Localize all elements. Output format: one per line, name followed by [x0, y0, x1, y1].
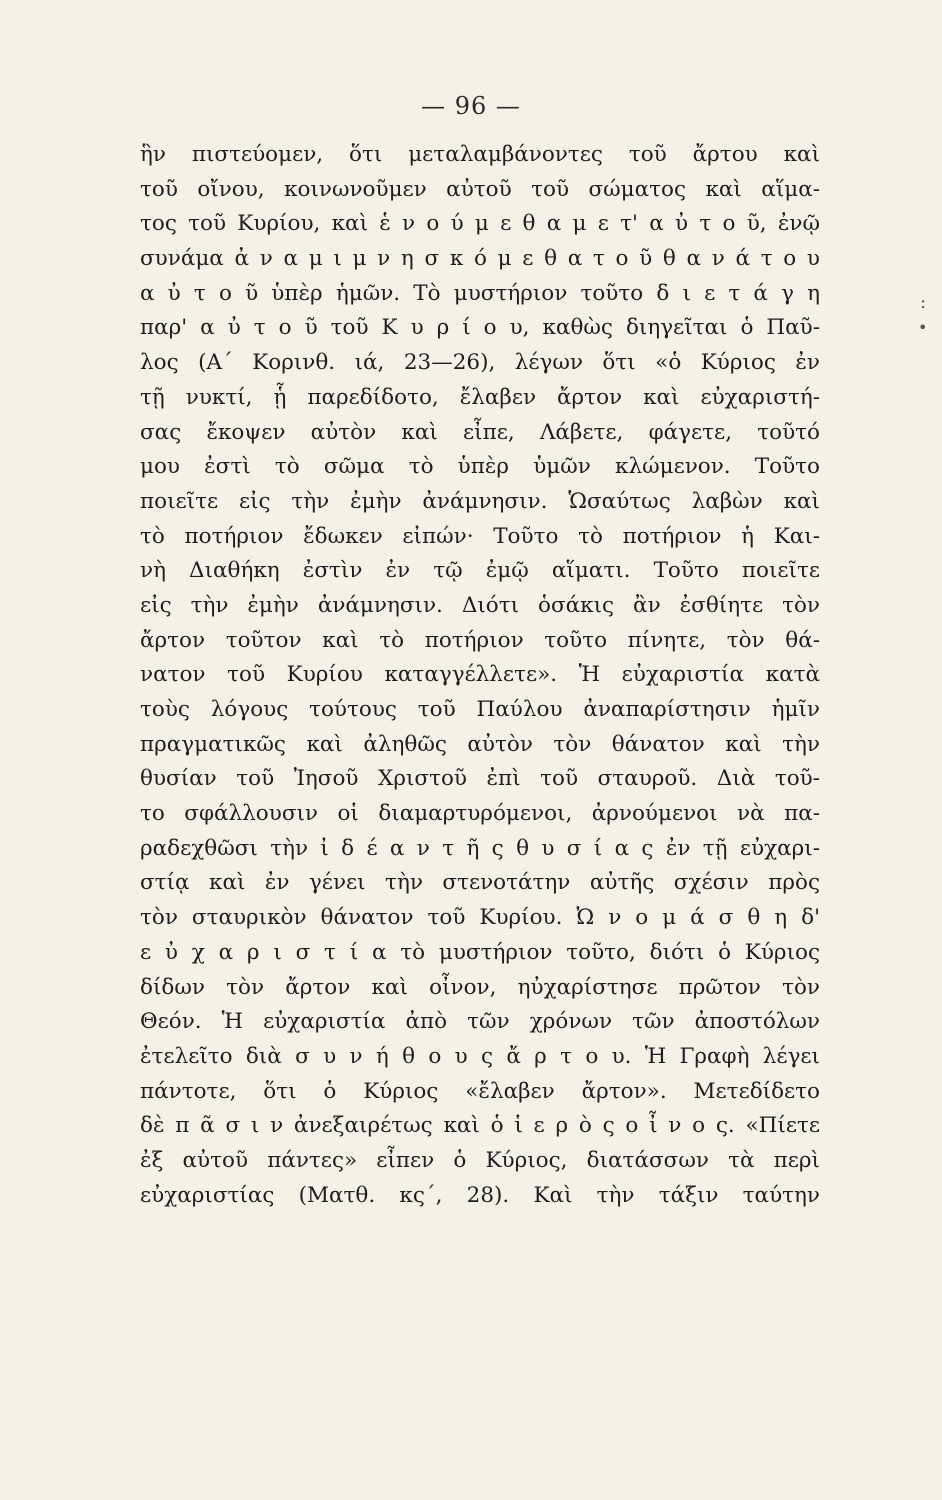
text-line: ποιεῖτε εἰς τὴν ἐμὴν ἀνάμνησιν. Ὡσαύτως λαβὼν καὶ — [140, 488, 820, 514]
text-line: Θεόν. Ἡ εὐχαριστία ἀπὸ τῶν χρόνων τῶν ἀποστόλων — [140, 1009, 820, 1035]
text-line: νὴ Διαθήκη ἐστὶν ἐν τῷ ἐμῷ αἵματι. Τοῦτο ποιεῖτε — [140, 558, 820, 584]
text-line: τῇ νυκτί, ᾗ παρεδίδοτο, ἔλαβεν ἄρτον καὶ εὐχαριστή- — [140, 384, 820, 410]
text-line: μου ἐστὶ τὸ σῶμα τὸ ὑπὲρ ὑμῶν κλώμενον. Τοῦτο — [140, 454, 820, 480]
text-line: τοῦ οἴνου, κοινωνοῦμεν αὐτοῦ τοῦ σώματος καὶ αἵμα- — [140, 176, 820, 202]
body-text — [140, 138, 820, 1213]
text-line: παρ' α ὐ τ ο ῦ τοῦ Κ υ ρ ί ο υ, καθὼς διηγεῖται ὁ Παῦ- — [140, 315, 820, 341]
text-line: σας ἔκοψεν αὐτὸν καὶ εἶπε, Λάβετε, φάγετε, τοῦτό — [140, 419, 820, 445]
margin-mark: • — [918, 318, 928, 337]
text-line: το σφάλλουσιν οἱ διαμαρτυρόμενοι, ἀρνούμενοι νὰ πα- — [140, 801, 820, 827]
text-line: τοὺς λόγους τούτους τοῦ Παύλου ἀναπαρίστησιν ἡμῖν — [140, 697, 820, 722]
text-line: λος (Α΄ Κορινθ. ιά, 23—26), λέγων ὅτι «ὁ Κύριος ἐν — [140, 350, 820, 376]
text-line: δὲ π ᾶ σ ι ν ἀνεξαιρέτως καὶ ὁ ἱ ε ρ ὸ ς ο ἶ ν ο ς. «Πίετε — [140, 1113, 820, 1139]
text-line: εἰς τὴν ἐμὴν ἀνάμνησιν. Διότι ὁσάκις ἂν ἐσθίητε τὸν — [140, 592, 820, 618]
text-line: τος τοῦ Κυρίου, καὶ ἑ ν ο ύ μ ε θ α μ ε τ' α ὐ τ ο ῦ, ἐνῷ — [140, 211, 820, 237]
text-line: τὸν σταυρικὸν θάνατον τοῦ Κυρίου. Ὠ ν ο μ ά σ θ η δ' — [140, 905, 820, 931]
text-line: εὐχαριστίας (Ματθ. κς΄, 28). Καὶ τὴν τάξιν ταύτην — [140, 1182, 820, 1208]
text-line: πάντοτε, ὅτι ὁ Κύριος «ἔλαβεν ἄρτον». Μετεδίδετο — [140, 1078, 820, 1104]
text-line: ἐξ αὐτοῦ πάντες» εἶπεν ὁ Κύριος, διατάσσων τὰ περὶ — [140, 1147, 820, 1173]
text-line: πραγματικῶς καὶ ἀληθῶς αὐτὸν τὸν θάνατον καὶ τὴν — [140, 731, 820, 757]
text-line: νατον τοῦ Κυρίου καταγγέλλετε». Ἡ εὐχαριστία κατὰ — [140, 662, 820, 688]
text-line: ἐτελεῖτο διὰ σ υ ν ή θ ο υ ς ἄ ρ τ ο υ. Ἡ Γραφὴ λέγει — [140, 1043, 820, 1069]
page-number: — 96 — — [421, 92, 521, 120]
text-line: συνάμα ἀ ν α μ ι μ ν η σ κ ό μ ε θ α τ ο ῦ θ α ν ά τ ο υ — [140, 246, 820, 272]
text-line: στίᾳ καὶ ἐν γένει τὴν στενοτάτην αὐτῆς σχέσιν πρὸς — [140, 870, 820, 896]
text-line: δίδων τὸν ἄρτον καὶ οἶνον, ηὐχαρίστησε πρῶτον τὸν — [140, 974, 820, 1000]
text-line: θυσίαν τοῦ Ἰησοῦ Χριστοῦ ἐπὶ τοῦ σταυροῦ. Διὰ τοῦ- — [140, 766, 820, 792]
margin-mark: : — [920, 292, 927, 313]
text-line: ραδεχθῶσι τὴν ἰ δ έ α ν τ ῆ ς θ υ σ ί α ς ἐν τῇ εὐχαρι- — [140, 835, 820, 861]
text-line: ἄρτον τοῦτον καὶ τὸ ποτήριον τοῦτο πίνητε, τὸν θά- — [140, 627, 820, 653]
text-line: τὸ ποτήριον ἔδωκεν εἰπών· Τοῦτο τὸ ποτήριον ἡ Και- — [140, 523, 820, 549]
text-line: ἣν πιστεύομεν, ὅτι μεταλαμβάνοντες τοῦ ἄρτου καὶ — [140, 142, 820, 167]
text-line: α ὐ τ ο ῦ ὑπὲρ ἡμῶν. Τὸ μυστήριον τοῦτο δ ι ε τ ά γ η — [140, 280, 820, 306]
text-line: ε ὐ χ α ρ ι σ τ ί α τὸ μυστήριον τοῦτο, διότι ὁ Κύριος — [140, 939, 820, 965]
